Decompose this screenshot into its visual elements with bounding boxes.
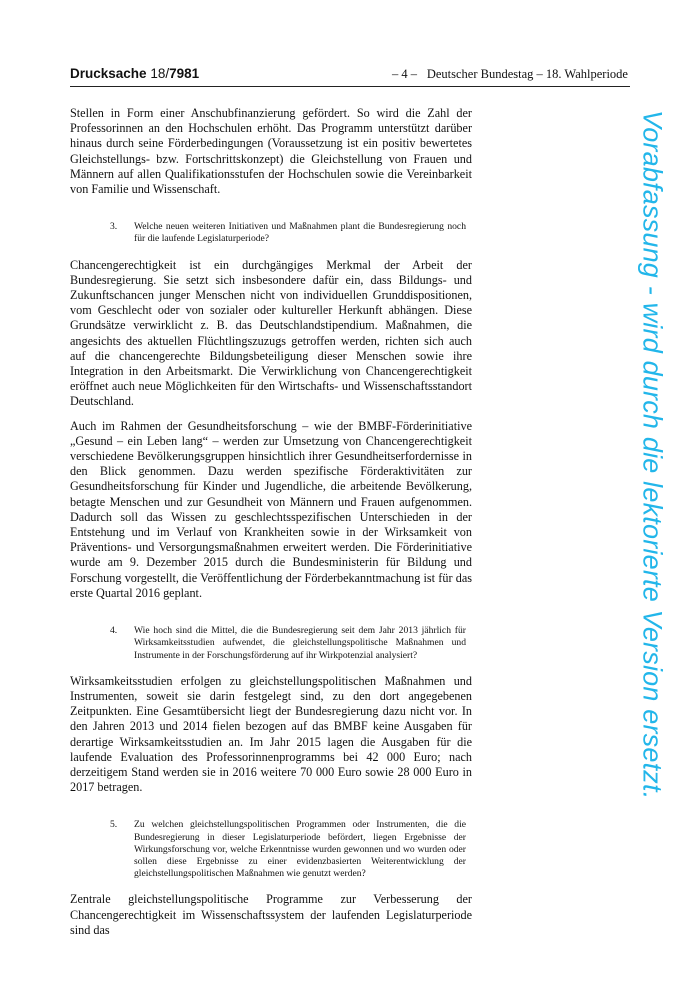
question-number: 4.	[110, 625, 118, 637]
question-4	[110, 625, 466, 662]
publisher: Deutscher Bundestag – 18. Wahlperiode	[426, 67, 628, 81]
page-number: – 4 –	[392, 67, 417, 81]
document-body	[70, 106, 472, 947]
paragraph-intro: Stellen in Form einer Anschubfinanzierung gefördert. So wird die Zahl der Professorinnen an den Hochschulen erhöht. Das Programm unterstützt darüber hinaus durch seine Förderbedingungen (Voraussetzung ist ein positiv bewertetes Gleichstellungs- bzw. Fortschrittskonzept) die Gleichstellung von Frauen und Männern auf allen Qualifikationsstufen der Hochschulen sowie die Vereinbarkeit von Familie und Wissenschaft.	[70, 106, 472, 197]
draft-watermark	[630, 110, 674, 900]
question-text: Wie hoch sind die Mittel, die die Bundesregierung seit dem Jahr 2013 jährlich für Wirksamkeitsstudien aufwendet, die gleichstellungspolitische Maßnahmen und Instrumente in der Forschungsförderung auf ihr Wirkpotenzial analysiert?	[134, 625, 466, 661]
doc-number: 7981	[169, 66, 200, 81]
answer-4-paragraph-1: Wirksamkeitsstudien erfolgen zu gleichstellungspolitischen Maßnahmen und Instrumenten, soweit sie darin festgelegt sind, zu den dort angegebenen Zeitpunkten. Eine Gesamtübersicht liegt der Bundesregierung dazu nicht vor. In den Jahren 2013 und 2014 fielen bezogen auf das BMBF keine Ausgaben für derartige Wirksamkeitsstudien an. Im Jahr 2015 lagen die Ausgaben für die laufende Evaluation des Professorinnenprogramms bei 42 000 Euro; nach derzeitigem Stand werden sie in 2016 weitere 70 000 Euro sowie 28 000 Euro in 2017 betragen.	[70, 673, 472, 795]
document-number	[70, 66, 199, 81]
page-header	[70, 66, 630, 87]
answer-3-paragraph-2: Auch im Rahmen der Gesundheitsforschung – wie der BMBF-Förderinitiative „Gesund – ein Leben lang“ – werden zur Umsetzung von Chancengerechtigkeit verschiedene Bevölkerungsgruppen hinsichtlich ihrer Gesundheitserfordernisse in den Blick genommen. Dazu werden spezifische Förderaktivitäten zur Gesundheitsforschung für Kinder und Jugendliche, die arbeitende Bevölkerung, betagte Menschen und zur Gesundheit von Männern und Frauen aufgenommen. Dadurch soll das Wissen zu geschlechtsspezifischen Unterschieden in der Entstehung und im Verlauf von Krankheiten sowie in der Wirksamkeit von Präventions- und Versorgungsmaßnahmen erweitert werden. Die Förderinitiative wurde am 9. Dezember 2015 durch die Bundesministerin für Bildung und Forschung vorgestellt, die Veröffentlichung der Förderbekanntmachung ist für das erste Quartal 2016 geplant.	[70, 418, 472, 600]
watermark-text: Vorabfassung - wird durch die lektorierte Version ersetzt.	[637, 110, 668, 800]
answer-5-paragraph-1: Zentrale gleichstellungspolitische Programme zur Verbesserung der Chancengerechtigkeit im Wissenschaftssystem der laufenden Legislaturperiode sind das	[70, 892, 472, 937]
question-number: 3.	[110, 221, 118, 233]
doc-number-prefix: 18/	[150, 66, 170, 81]
doc-label: Drucksache	[70, 66, 147, 81]
answer-3-paragraph-1: Chancengerechtigkeit ist ein durchgängiges Merkmal der Arbeit der Bundesregierung. Sie setzt sich insbesondere dafür ein, dass Bildungs- und Zukunftschancen junger Menschen nicht von individuellen Grunddispositionen, vom Geschlecht oder von sozialer oder kultureller Herkunft abhängen. Diese Grundsätze verwirklicht z. B. das Deutschlandstipendium. Maßnahmen, die angesichts des aktuellen Flüchtlingszuzugs getroffen werden, richten sich auch auf die chancengerechte Bildungsbeteiligung dieser Menschen sowie ihre Integration in den Arbeitsmarkt. Die Verwirklichung von Chancengerechtigkeit eröffnet auch neue Möglichkeiten für den Wirtschafts- und Wissenschaftsstandort Deutschland.	[70, 257, 472, 409]
question-3	[110, 221, 466, 245]
question-number: 5.	[110, 819, 118, 831]
question-5	[110, 819, 466, 880]
question-text: Zu welchen gleichstellungspolitischen Programmen oder Instrumenten, die die Bundesregierung in dieser Legislaturperiode befördert, liegen Ergebnisse der Wirkungsforschung vor, welche Erkenntnisse wurden gewonnen und wo wurden oder sollen diese Ergebnisse zu einer evidenzbasierten Weiterentwicklung der gleichstellungspolitischen Maßnahmen wie genutzt werden?	[134, 819, 466, 880]
question-text: Welche neuen weiteren Initiativen und Maßnahmen plant die Bundesregierung noch für die laufende Legislaturperiode?	[134, 221, 466, 245]
